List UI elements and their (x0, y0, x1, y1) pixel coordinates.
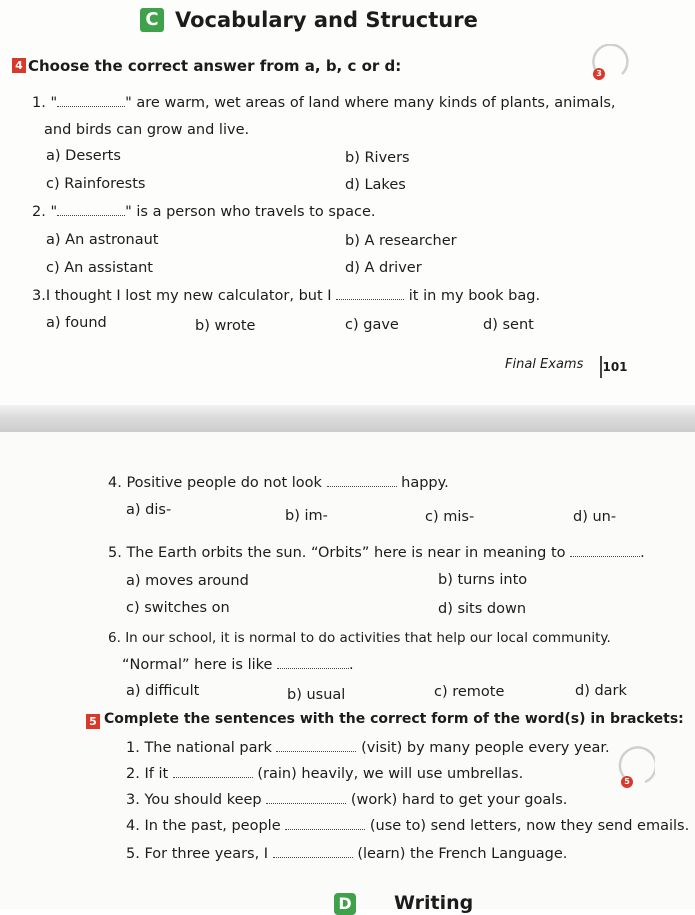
option-2d[interactable]: d) A driver (345, 260, 422, 276)
section-4-badge: 4 (12, 58, 26, 73)
section-c-badge: C (140, 8, 164, 32)
section-4-instruction: Choose the correct answer from a, b, c or d: (28, 57, 402, 75)
option-4d[interactable]: d) un- (573, 509, 617, 525)
question-1: 1. " " are warm, wet areas of land where many kinds of plants, animals, (32, 95, 616, 111)
option-4a[interactable]: a) dis- (126, 502, 172, 518)
question-1-line2: and birds can grow and live. (44, 122, 250, 138)
option-6d[interactable]: d) dark (575, 683, 627, 699)
option-6c[interactable]: c) remote (434, 684, 505, 700)
page-number: 101 (600, 356, 628, 378)
complete-5: 5. For three years, I (learn) the French Language. (126, 846, 568, 862)
option-4c[interactable]: c) mis- (425, 509, 475, 525)
complete-2: 2. If it (rain) heavily, we will use umbrellas. (126, 766, 524, 782)
complete-1: 1. The national park (visit) by many people every year. (126, 740, 610, 756)
page-title: Vocabulary and Structure (175, 8, 478, 32)
option-1a[interactable]: a) Deserts (46, 148, 121, 164)
option-6b[interactable]: b) usual (287, 687, 346, 703)
marker-5-badge: 5 (621, 776, 633, 788)
section-d-badge: D (334, 893, 356, 915)
option-4b[interactable]: b) im- (285, 508, 328, 524)
option-3a[interactable]: a) found (46, 315, 107, 331)
option-3d[interactable]: d) sent (483, 317, 534, 333)
option-3c[interactable]: c) gave (345, 317, 399, 333)
question-3: 3.I thought I lost my new calculator, but I it in my book bag. (32, 288, 541, 304)
option-3b[interactable]: b) wrote (195, 318, 256, 334)
question-5: 5. The Earth orbits the sun. “Orbits” here is near in meaning to . (108, 545, 645, 561)
option-1d[interactable]: d) Lakes (345, 177, 406, 193)
question-2: 2. " " is a person who travels to space. (32, 204, 376, 220)
section-5-instruction: Complete the sentences with the correct form of the word(s) in brackets: (104, 711, 684, 727)
question-4: 4. Positive people do not look happy. (108, 475, 449, 491)
question-6: 6. In our school, it is normal to do activities that help our local community. (108, 630, 611, 646)
option-5c[interactable]: c) switches on (126, 600, 230, 616)
option-6a[interactable]: a) difficult (126, 683, 200, 699)
complete-4: 4. In the past, people (use to) send letters, now they send emails. (126, 818, 690, 834)
option-2c[interactable]: c) An assistant (46, 260, 153, 276)
option-1b[interactable]: b) Rivers (345, 150, 410, 166)
option-5a[interactable]: a) moves around (126, 573, 249, 589)
section-5-badge: 5 (86, 714, 100, 729)
option-5b[interactable]: b) turns into (438, 572, 528, 588)
marker-3-badge: 3 (593, 68, 605, 80)
question-6-line2: “Normal” here is like . (122, 657, 354, 673)
option-1c[interactable]: c) Rainforests (46, 176, 146, 192)
writing-title: Writing (394, 892, 474, 914)
page-gap (0, 405, 695, 435)
complete-3: 3. You should keep (work) hard to get your goals. (126, 792, 568, 808)
option-5d[interactable]: d) sits down (438, 601, 527, 617)
option-2a[interactable]: a) An astronaut (46, 232, 159, 248)
option-2b[interactable]: b) A researcher (345, 233, 457, 249)
footer-label: Final Exams (505, 357, 584, 372)
